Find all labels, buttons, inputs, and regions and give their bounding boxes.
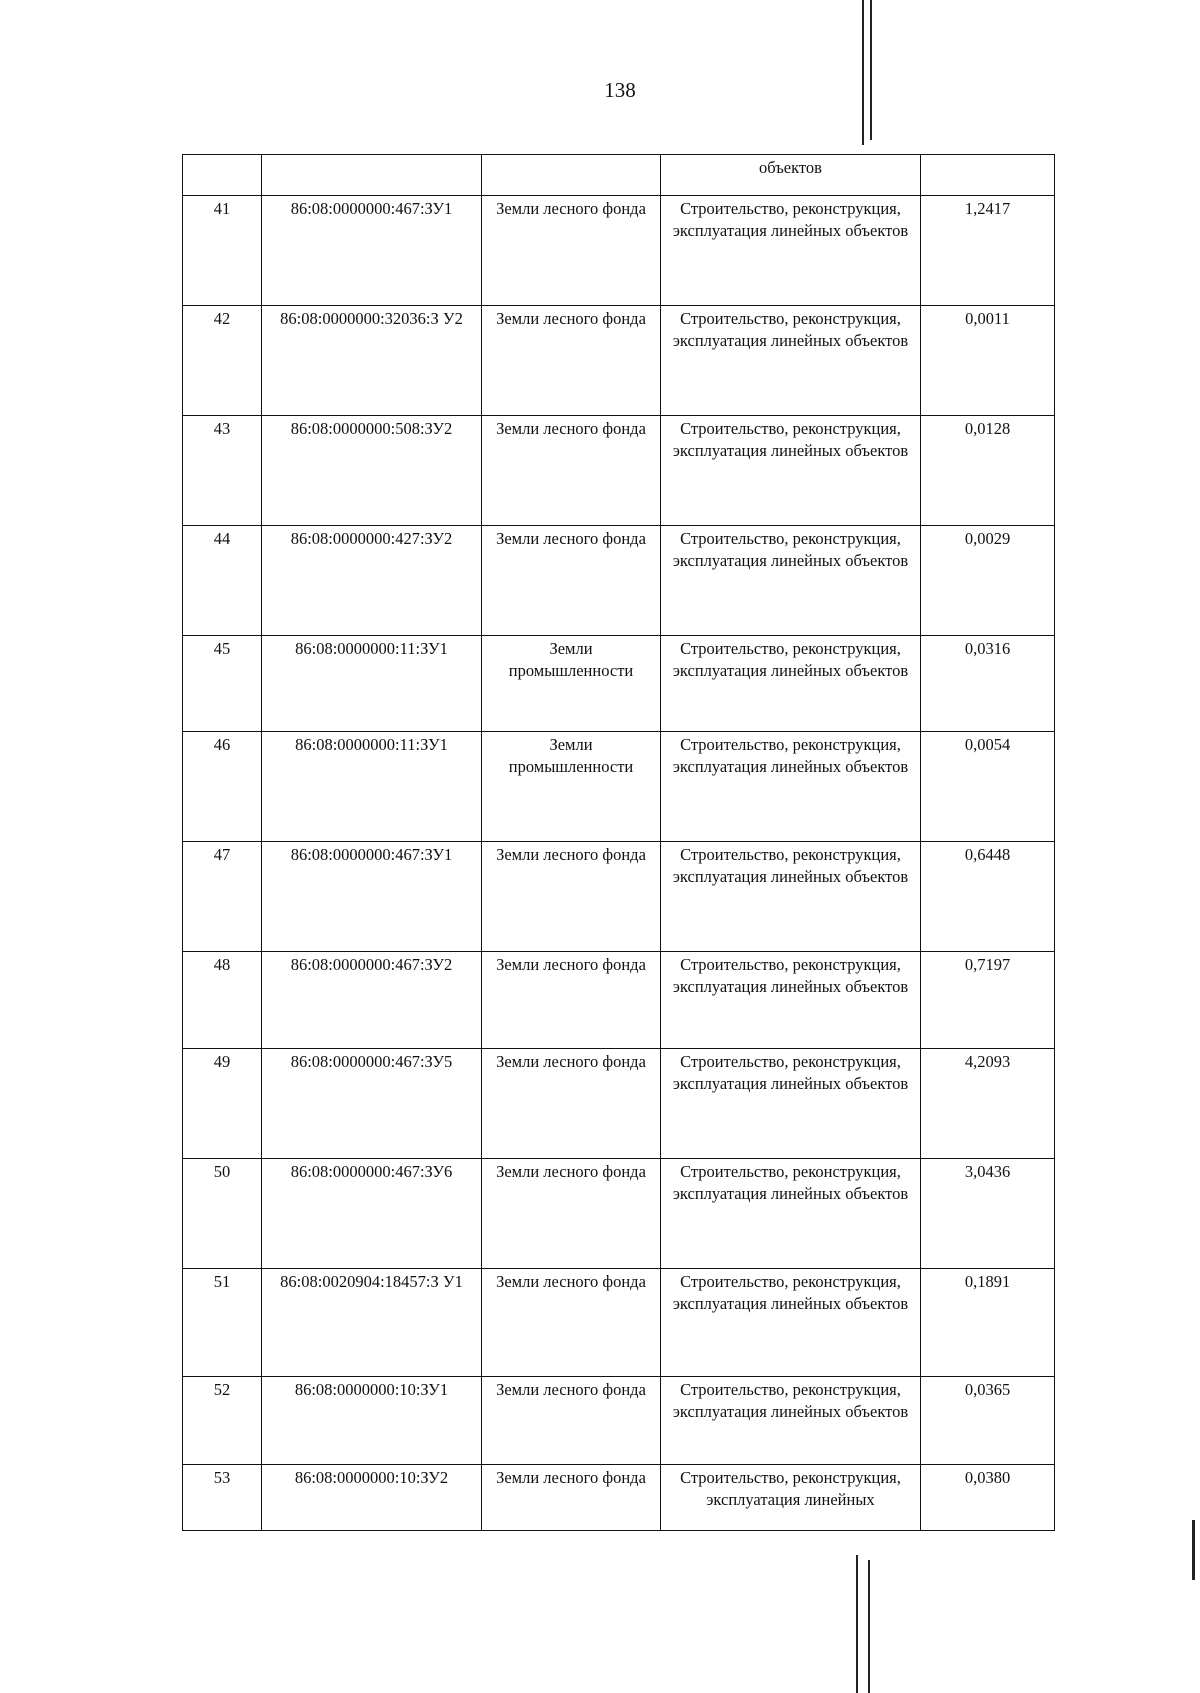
- table-row: [183, 1159, 1055, 1269]
- cell-area: 0,0380: [921, 1465, 1055, 1531]
- cell-category: Земли лесного фонда: [482, 952, 661, 1049]
- cell-purpose: Строительство, реконструкция, эксплуатация линейных объектов: [661, 732, 921, 842]
- cell-num: 41: [183, 196, 262, 306]
- cell-area: 0,1891: [921, 1269, 1055, 1377]
- cell-area: 4,2093: [921, 1049, 1055, 1159]
- cell-purpose: Строительство, реконструкция, эксплуатация линейных: [661, 1465, 921, 1531]
- table-row: [183, 636, 1055, 732]
- cell-cadastral: 86:08:0000000:11:ЗУ1: [262, 636, 482, 732]
- cell-category: [482, 155, 661, 196]
- cell-cadastral: 86:08:0000000:32036:З У2: [262, 306, 482, 416]
- cell-cadastral: 86:08:0000000:467:ЗУ1: [262, 196, 482, 306]
- cell-area: [921, 155, 1055, 196]
- cell-category: Земли промышленности: [482, 732, 661, 842]
- cell-cadastral: 86:08:0000000:467:ЗУ5: [262, 1049, 482, 1159]
- table-row: [183, 1465, 1055, 1531]
- cell-area: 0,0365: [921, 1377, 1055, 1465]
- cell-area: 3,0436: [921, 1159, 1055, 1269]
- page-number: 138: [604, 78, 636, 102]
- cell-category: Земли лесного фонда: [482, 1049, 661, 1159]
- table-row: [183, 1269, 1055, 1377]
- table-row: [183, 842, 1055, 952]
- table-row: [183, 732, 1055, 842]
- cell-cadastral: [262, 155, 482, 196]
- scan-artifact-line: [868, 1560, 870, 1693]
- table-row: [183, 526, 1055, 636]
- cell-purpose: объектов: [661, 155, 921, 196]
- cell-num: 48: [183, 952, 262, 1049]
- cell-num: 43: [183, 416, 262, 526]
- continuation-row: [183, 155, 1055, 196]
- cell-category: Земли лесного фонда: [482, 1377, 661, 1465]
- cell-category: Земли лесного фонда: [482, 1269, 661, 1377]
- cell-purpose: Строительство, реконструкция, эксплуатация линейных объектов: [661, 1159, 921, 1269]
- land-plots-table: [182, 154, 1055, 1531]
- cell-area: 0,0316: [921, 636, 1055, 732]
- cell-num: 51: [183, 1269, 262, 1377]
- cell-category: Земли лесного фонда: [482, 1465, 661, 1531]
- scan-artifact-line: [870, 0, 872, 140]
- cell-cadastral: 86:08:0020904:18457:З У1: [262, 1269, 482, 1377]
- cell-cadastral: 86:08:0000000:467:ЗУ2: [262, 952, 482, 1049]
- cell-purpose: Строительство, реконструкция, эксплуатация линейных объектов: [661, 1269, 921, 1377]
- cell-cadastral: 86:08:0000000:10:ЗУ1: [262, 1377, 482, 1465]
- cell-purpose: Строительство, реконструкция, эксплуатация линейных объектов: [661, 1049, 921, 1159]
- cell-area: 0,0029: [921, 526, 1055, 636]
- cell-num: 49: [183, 1049, 262, 1159]
- scan-artifact-line: [1192, 1520, 1195, 1580]
- cell-area: 0,7197: [921, 952, 1055, 1049]
- cell-category: Земли лесного фонда: [482, 842, 661, 952]
- cell-cadastral: 86:08:0000000:10:ЗУ2: [262, 1465, 482, 1531]
- cell-num: 52: [183, 1377, 262, 1465]
- cell-category: Земли лесного фонда: [482, 196, 661, 306]
- cell-num: 42: [183, 306, 262, 416]
- cell-cadastral: 86:08:0000000:427:ЗУ2: [262, 526, 482, 636]
- table-row: [183, 416, 1055, 526]
- cell-num: 46: [183, 732, 262, 842]
- table-row: [183, 1377, 1055, 1465]
- cell-area: 0,0128: [921, 416, 1055, 526]
- scan-artifact-line: [856, 1555, 858, 1693]
- cell-category: Земли лесного фонда: [482, 416, 661, 526]
- cell-cadastral: 86:08:0000000:508:ЗУ2: [262, 416, 482, 526]
- cell-purpose: Строительство, реконструкция, эксплуатация линейных объектов: [661, 416, 921, 526]
- table-row: [183, 306, 1055, 416]
- cell-cadastral: 86:08:0000000:467:ЗУ6: [262, 1159, 482, 1269]
- cell-num: 50: [183, 1159, 262, 1269]
- cell-area: 0,0054: [921, 732, 1055, 842]
- cell-num: 44: [183, 526, 262, 636]
- cell-num: [183, 155, 262, 196]
- cell-purpose: Строительство, реконструкция, эксплуатация линейных объектов: [661, 842, 921, 952]
- cell-category: Земли промышленности: [482, 636, 661, 732]
- cell-category: Земли лесного фонда: [482, 526, 661, 636]
- table-body: [183, 155, 1055, 1531]
- cell-purpose: Строительство, реконструкция, эксплуатация линейных объектов: [661, 952, 921, 1049]
- table-row: [183, 952, 1055, 1049]
- cell-purpose: Строительство, реконструкция, эксплуатация линейных объектов: [661, 636, 921, 732]
- cell-purpose: Строительство, реконструкция, эксплуатация линейных объектов: [661, 196, 921, 306]
- cell-cadastral: 86:08:0000000:11:ЗУ1: [262, 732, 482, 842]
- table-row: [183, 196, 1055, 306]
- cell-category: Земли лесного фонда: [482, 1159, 661, 1269]
- table-row: [183, 1049, 1055, 1159]
- cell-area: 0,0011: [921, 306, 1055, 416]
- cell-area: 1,2417: [921, 196, 1055, 306]
- cell-area: 0,6448: [921, 842, 1055, 952]
- cell-cadastral: 86:08:0000000:467:ЗУ1: [262, 842, 482, 952]
- cell-num: 53: [183, 1465, 262, 1531]
- cell-purpose: Строительство, реконструкция, эксплуатация линейных объектов: [661, 1377, 921, 1465]
- cell-num: 47: [183, 842, 262, 952]
- cell-purpose: Строительство, реконструкция, эксплуатация линейных объектов: [661, 526, 921, 636]
- cell-purpose: Строительство, реконструкция, эксплуатация линейных объектов: [661, 306, 921, 416]
- cell-category: Земли лесного фонда: [482, 306, 661, 416]
- cell-num: 45: [183, 636, 262, 732]
- scan-artifact-line: [862, 0, 864, 145]
